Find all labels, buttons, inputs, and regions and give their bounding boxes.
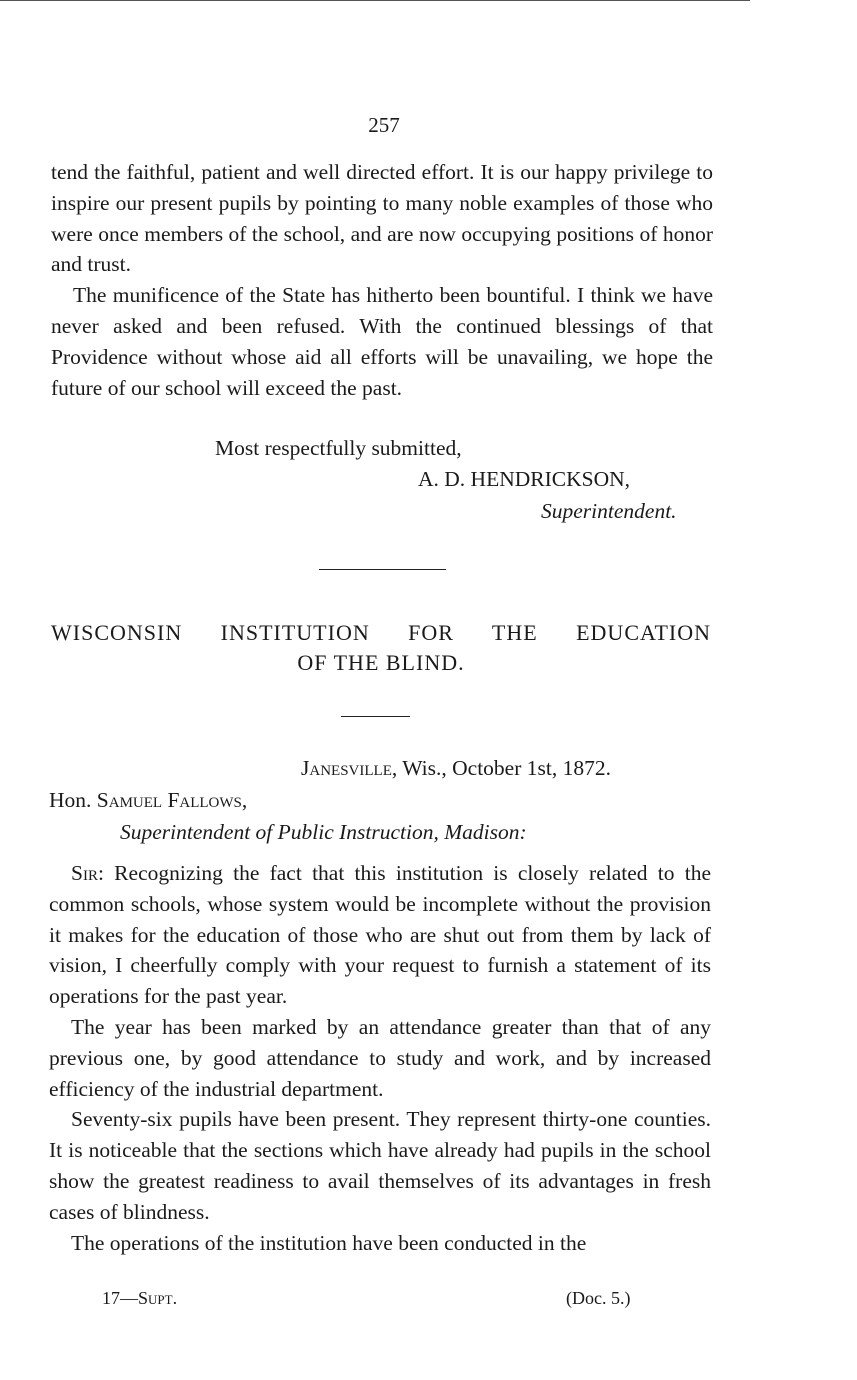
signature-mark <box>102 1288 177 1309</box>
section-heading-line2: OF THE BLIND. <box>297 650 465 675</box>
continuation-paragraph: tend the faithful, patient and well directed effort. It is our happy privilege to inspire our present pupils by pointing to many noble examples of those who were once members of the school, and are now occupying positions of honor and trust. <box>51 160 713 277</box>
letter-paragraph-2: The year has been marked by an attendance greater than that of any previous one, by good attendance to study and work, and by increased efficiency of the industrial department. <box>49 1014 711 1101</box>
signature-name: A. D. HENDRICKSON, <box>418 467 631 491</box>
addressee-name: Samuel Fallows <box>96 788 242 812</box>
munificence-paragraph: The munificence of the State has hitherto been bountiful. I think we have never asked and been refused. With the continued blessings of that Providence without whose aid all efforts will be unavailing, we hope the future of our school will exceed the past. <box>51 283 713 400</box>
dateline-place: Janesville <box>301 756 392 780</box>
signature-mark-number: 17— <box>102 1288 138 1308</box>
dateline-date: , Wis., October 1st, 1872. <box>391 756 611 780</box>
addressee-title: Superintendent of Public Instruction, Madison: <box>120 820 527 844</box>
document-reference: (Doc. 5.) <box>566 1288 631 1308</box>
letter-paragraph-1-text: Recognizing the fact that this institution is closely related to the common schools, whose system would be incomplete without the provision it makes for the education of those who are shut out from them by lack of vision, I cheerfully comply with your request to furnish a statement of its operations for the past year. <box>49 861 711 1009</box>
section-divider <box>319 569 446 570</box>
signature-title: Superintendent. <box>541 499 677 523</box>
closing-phrase: Most respectfully submitted, <box>215 436 462 460</box>
section-heading-line1: WISCONSIN INSTITUTION FOR THE EDUCATION <box>51 620 711 645</box>
letter-paragraph-3: Seventy-six pupils have been present. They represent thirty-one counties. It is noticeable that the sections which have already had pupils in the school show the greatest readiness to avail themselves of its advantages in fresh cases of blindness. <box>49 1107 711 1224</box>
heading-divider <box>341 716 410 717</box>
salutation: Sir: <box>71 861 104 885</box>
addressee <box>49 788 247 813</box>
letter-body <box>49 858 711 1258</box>
signature-mark-word: Supt. <box>138 1288 178 1308</box>
page-number: 257 <box>368 113 400 137</box>
continued-text-block <box>51 157 713 403</box>
section-heading <box>51 618 711 678</box>
addressee-suffix: , <box>241 788 248 812</box>
dateline <box>301 756 611 781</box>
letter-paragraph-1 <box>49 858 711 1012</box>
top-page-rule <box>0 0 750 1</box>
addressee-prefix: Hon. <box>49 788 97 812</box>
letter-paragraph-4: The operations of the institution have been conducted in the <box>71 1230 587 1255</box>
